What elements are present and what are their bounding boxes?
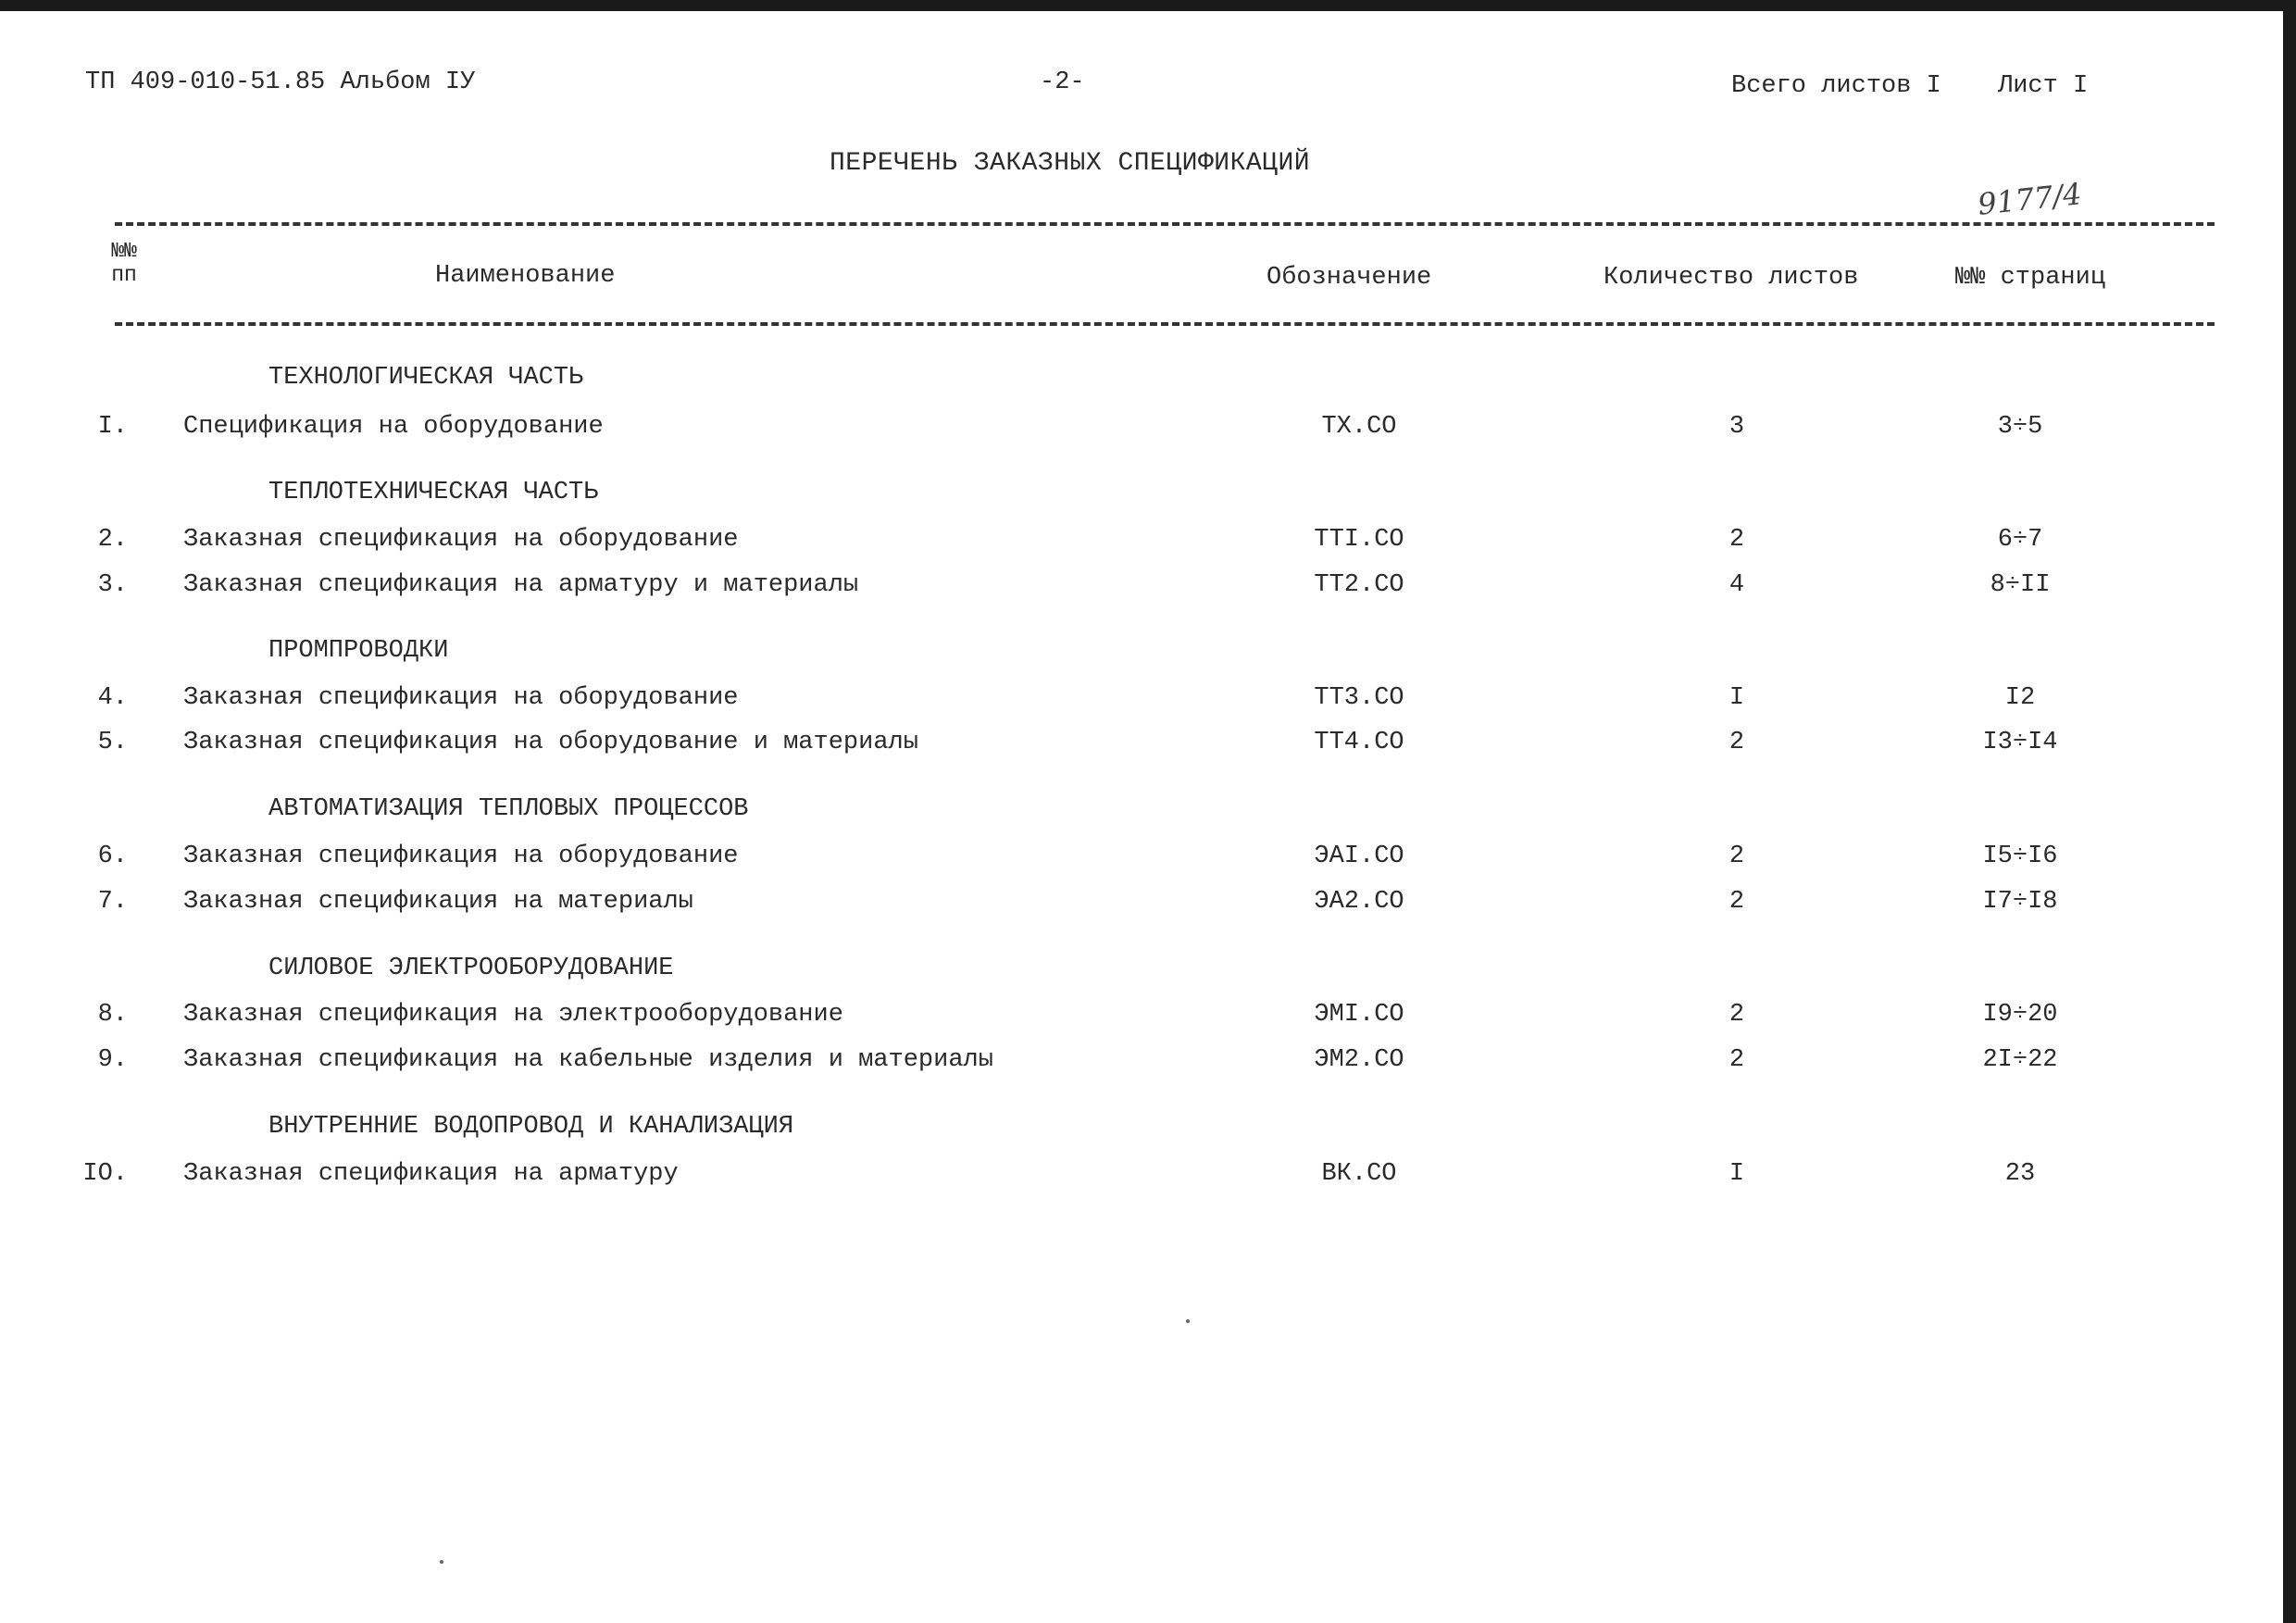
row-code: ЭА2.СО [1314,888,1404,916]
total-sheets: Всего листов I [1731,72,1941,100]
row-sheets: I [1728,684,1745,712]
row-number: 4. [97,684,128,712]
sheet-number: Лист I [1998,72,2089,100]
row-name: Заказная спецификация на материалы [183,888,693,916]
row-sheets: 3 [1728,413,1745,441]
column-header-code: Обозначение [1267,264,1432,292]
row-name: Заказная спецификация на оборудование и материалы [183,729,918,756]
row-pages: I9÷20 [1982,1001,2058,1029]
row-code: ТХ.СО [1321,413,1397,441]
column-header-number-bottom: пп [111,263,137,287]
section-heading: ПРОМПРОВОДКИ [268,637,449,665]
row-number: 9. [97,1046,128,1074]
row-code: ТТ2.СО [1314,571,1404,599]
table-header-rule [115,322,2215,326]
row-sheets: 2 [1728,729,1745,756]
row-name: Заказная спецификация на оборудование [183,526,739,554]
column-header-pages: №№ страниц [1955,264,2106,292]
row-name: Заказная спецификация на оборудование [183,843,739,870]
row-pages: I2 [2004,684,2036,712]
row-code: ТТI.СО [1314,526,1404,554]
section-heading: ВНУТРЕННИЕ ВОДОПРОВОД И КАНАЛИЗАЦИЯ [268,1113,794,1141]
row-pages: I3÷I4 [1982,729,2058,756]
row-number: 2. [97,526,128,554]
row-sheets: 2 [1728,1001,1745,1029]
row-number: 3. [97,571,128,599]
section-heading: ТЕПЛОТЕХНИЧЕСКАЯ ЧАСТЬ [268,479,599,506]
document-reference: ТП 409-010-51.85 Альбом IУ [85,69,476,96]
row-pages: 6÷7 [1997,526,2043,554]
row-code: ЭМI.СО [1314,1001,1404,1029]
row-code: ТТ3.СО [1314,684,1404,712]
row-pages: I5÷I6 [1982,843,2058,870]
row-code: ВК.СО [1321,1160,1397,1188]
row-sheets: 2 [1728,526,1745,554]
row-number: 5. [97,729,128,756]
row-sheets: 2 [1728,843,1745,870]
column-header-name: Наименование [435,262,616,290]
page-number: -2- [1040,69,1085,96]
row-name: Заказная спецификация на электрооборудование [183,1001,843,1029]
row-name: Заказная спецификация на кабельные изделия и материалы [183,1046,993,1074]
row-code: ТТ4.СО [1314,729,1404,756]
row-name: Заказная спецификация на арматуру и материалы [183,571,859,599]
row-sheets: 2 [1728,888,1745,916]
page-title: ПЕРЕЧЕНЬ ЗАКАЗНЫХ СПЕЦИФИКАЦИЙ [830,149,1311,178]
column-header-number-top: №№ [111,239,137,263]
row-sheets: 4 [1728,571,1745,599]
row-number: 7. [97,888,128,916]
row-sheets: I [1728,1160,1745,1188]
handwritten-note: 9177/4 [1976,176,2084,222]
row-name: Спецификация на оборудование [183,413,604,441]
row-name: Заказная спецификация на оборудование [183,684,739,712]
row-number: 6. [97,843,128,870]
section-heading: ТЕХНОЛОГИЧЕСКАЯ ЧАСТЬ [268,364,584,392]
row-pages: 23 [2004,1160,2036,1188]
column-header-number [106,239,143,287]
section-heading: АВТОМАТИЗАЦИЯ ТЕПЛОВЫХ ПРОЦЕССОВ [268,795,749,823]
row-code: ЭМ2.СО [1314,1046,1404,1074]
row-pages: 8÷II [1990,571,2051,599]
table-top-rule [115,222,2215,226]
row-number: I. [97,413,128,441]
column-header-sheets: Количество листов [1603,264,1859,292]
row-pages: 3÷5 [1997,413,2043,441]
row-code: ЭАI.СО [1314,843,1404,870]
row-pages: 2I÷22 [1982,1046,2058,1074]
row-sheets: 2 [1728,1046,1745,1074]
row-pages: I7÷I8 [1982,888,2058,916]
scan-speck [1186,1319,1190,1323]
section-heading: СИЛОВОЕ ЭЛЕКТРООБОРУДОВАНИЕ [268,955,674,982]
row-number: IO. [82,1160,128,1188]
scan-edge-top [0,0,2296,11]
row-name: Заказная спецификация на арматуру [183,1160,679,1188]
row-number: 8. [97,1001,128,1029]
scan-speck [440,1560,443,1564]
scan-edge-right [2283,0,2296,1623]
